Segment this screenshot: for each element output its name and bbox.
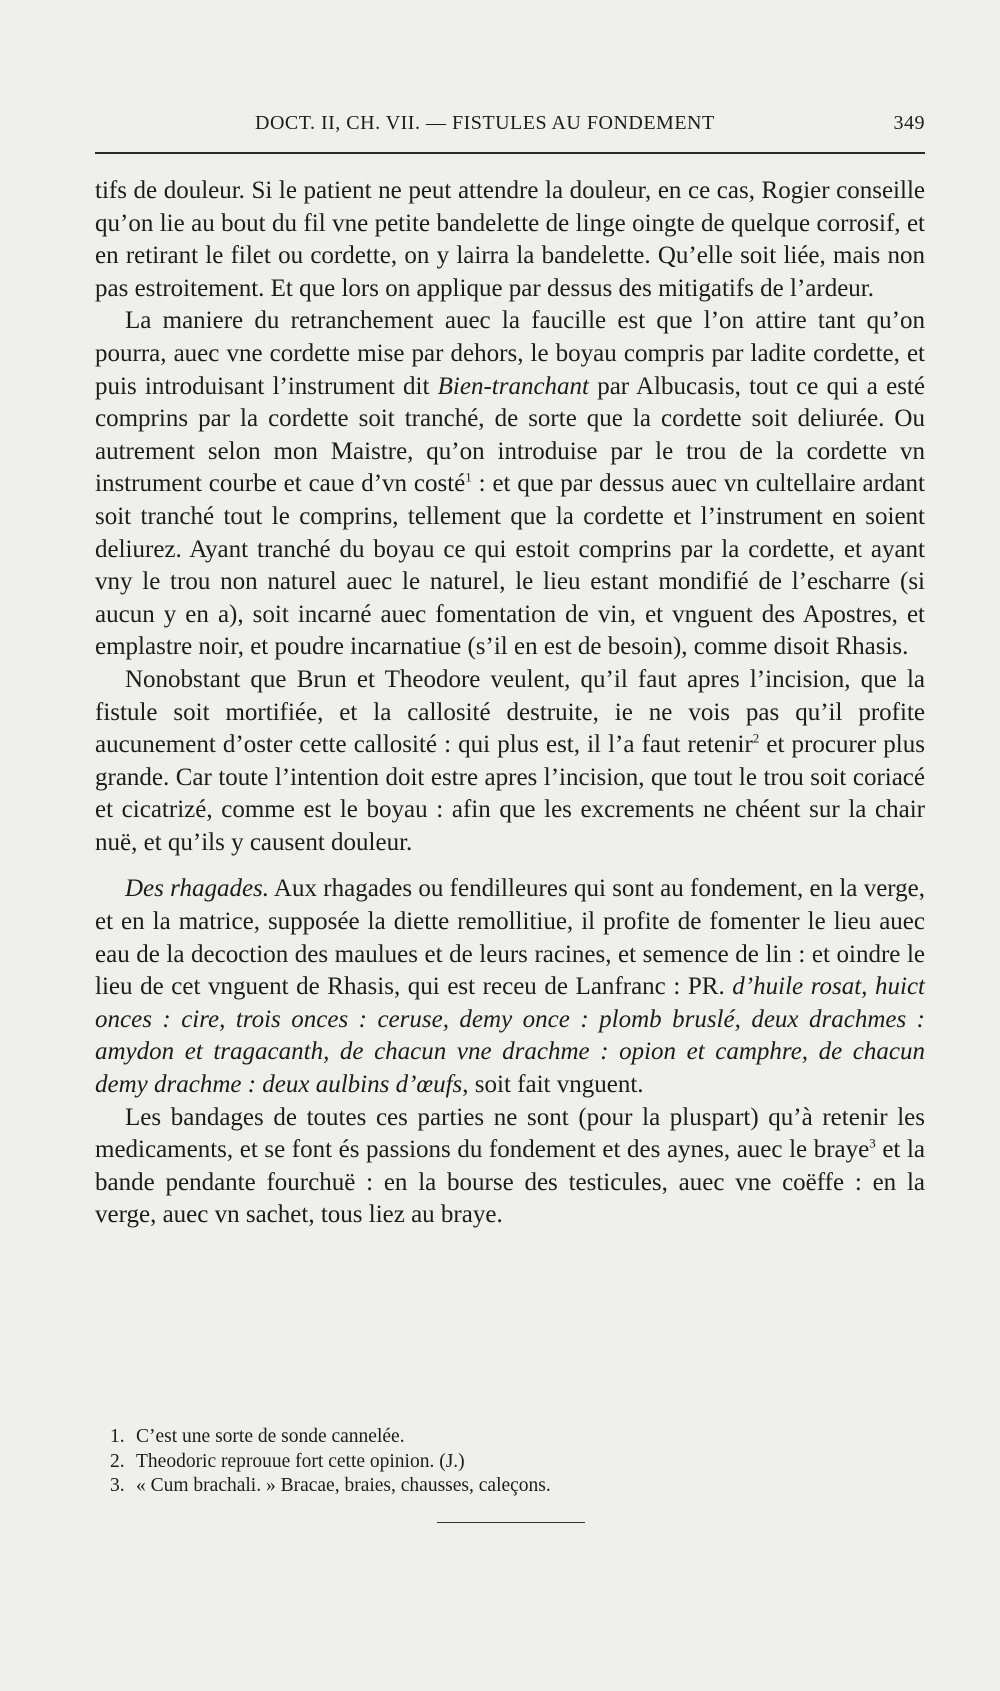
text-run: : et que par dessus auec vn cultellaire ardant soit tranché tout le comprins, tellement que la cordette et l’instrument en soient deliurez. Ayant tranché du boyau ce qui estoit comprins par la cordette, et ayant vny le trou non naturel auec le naturel, le lieu estant mondifié de l’escharre (si aucun y en a), soit incarné auec fomentation de vin, et vnguent des Apostres, et emplastre noir, et poudre incarnatiue (s’il en est de besoin), comme disoit Rhasis. [95, 470, 925, 661]
italic-term: Bien-tranchant [437, 372, 589, 400]
paragraph-bandages [95, 1102, 925, 1232]
footnote-text: Theodoric reprouue fort cette opinion. (J.) [136, 1450, 465, 1472]
footnote-ref-3: 3 [869, 1135, 876, 1151]
footnote-ref-1: 1 [465, 470, 472, 486]
recipe-italic: d’huile rosat, huict onces : cire, trois onces : ceruse, demy once : plomb bruslé, deux drachmes : amydon et tragacanth, de chacun vne drachme : opion et camphre, de chacun demy drachme : deux aulbins d’œufs [95, 973, 925, 1099]
paragraph-retranchement [95, 305, 925, 664]
running-title: DOCT. II, CH. VII. — FISTULES AU FONDEMENT [255, 112, 715, 134]
footnote-3 [110, 1474, 810, 1499]
footnote-number: 1. [110, 1426, 125, 1447]
footnote-ref-2: 2 [752, 730, 760, 746]
footnote-number: 3. [110, 1475, 125, 1496]
footnote-text: C’est une sorte de sonde cannelée. [136, 1426, 405, 1447]
text-run: et la bande pendante fourchuë : en la bourse des testicules, auec vne coëffe : en la verge, auec vn sachet, tous liez au braye. [95, 1136, 925, 1229]
footnote-text: « Cum brachali. » Bracae, braies, chausses, caleçons. [136, 1475, 551, 1496]
page-number: 349 [893, 112, 925, 134]
text-run: Aux rhagades ou fendilleures qui sont au fondement, en la verge, et en la matrice, supposée la diette remollitiue, il profite de fomenter le lieu auec eau de la decoction des maulues et de leurs racines, et semence de lin : et oindre le lieu de cet vnguent de Rhasis, qui est receu de Lanfranc : PR. [95, 875, 926, 1001]
footnote-number: 2. [110, 1450, 125, 1472]
main-text [95, 175, 925, 1232]
footnote-2 [110, 1450, 810, 1475]
text-run: Les bandages de toutes ces parties ne sont (pour la pluspart) qu’à retenir les medicaments, et se font és passions du fondement et des aynes, auec le braye [95, 1103, 925, 1164]
page-header [95, 110, 925, 140]
header-rule [95, 152, 925, 154]
text-run: La maniere du retranchement auec la faucille est que l’on attire tant qu’on pourra, auec vne cordette mise par dehors, le boyau compris par ladite cordette, et puis introduisant l’instrument dit [95, 307, 925, 400]
paragraph-callosite [95, 664, 925, 860]
text-run: par Albucasis, tout ce qui a esté comprins par la cordette soit tranché, de sorte que la cordette soit deliurée. Ou autrement selon mon Maistre, qu’on introduise par le trou de la cordette vn instrument courbe et caue d’vn costé [95, 372, 925, 498]
section-heading: Des rhagades. [125, 875, 270, 903]
text-run: Nonobstant que Brun et Theodore veulent, qu’il faut apres l’incision, que la fistule soit mortifiée, et la callosité destruite, ie ne vois pas qu’il profite aucunement d’oster cette callosité : qui plus est, il l’a faut retenir [95, 665, 925, 759]
footnote-1 [110, 1425, 810, 1450]
paragraph-rhagades [95, 873, 925, 1101]
footnotes [110, 1425, 810, 1499]
text-run: et procurer plus grande. Car toute l’intention doit estre apres l’incision, que tout le trou soit coriacé et cicatrizé, comme est le boyau : afin que les excrements ne chéent sur la chair nuë, et qu’ils y causent douleur. [95, 731, 925, 856]
end-rule [437, 1522, 585, 1523]
text-run: , soit fait vnguent. [462, 1071, 644, 1099]
paragraph-continuation: tifs de douleur. Si le patient ne peut attendre la douleur, en ce cas, Rogier conseille qu’on lie au bout du fil vne petite bandelette de linge oingte de quelque corrosif, et en retirant le filet ou cordette, on y lairra la bandelette. Qu’elle soit liée, mais non pas estroitement. Et que lors on applique par dessus des mitigatifs de l’ardeur. [95, 177, 925, 302]
